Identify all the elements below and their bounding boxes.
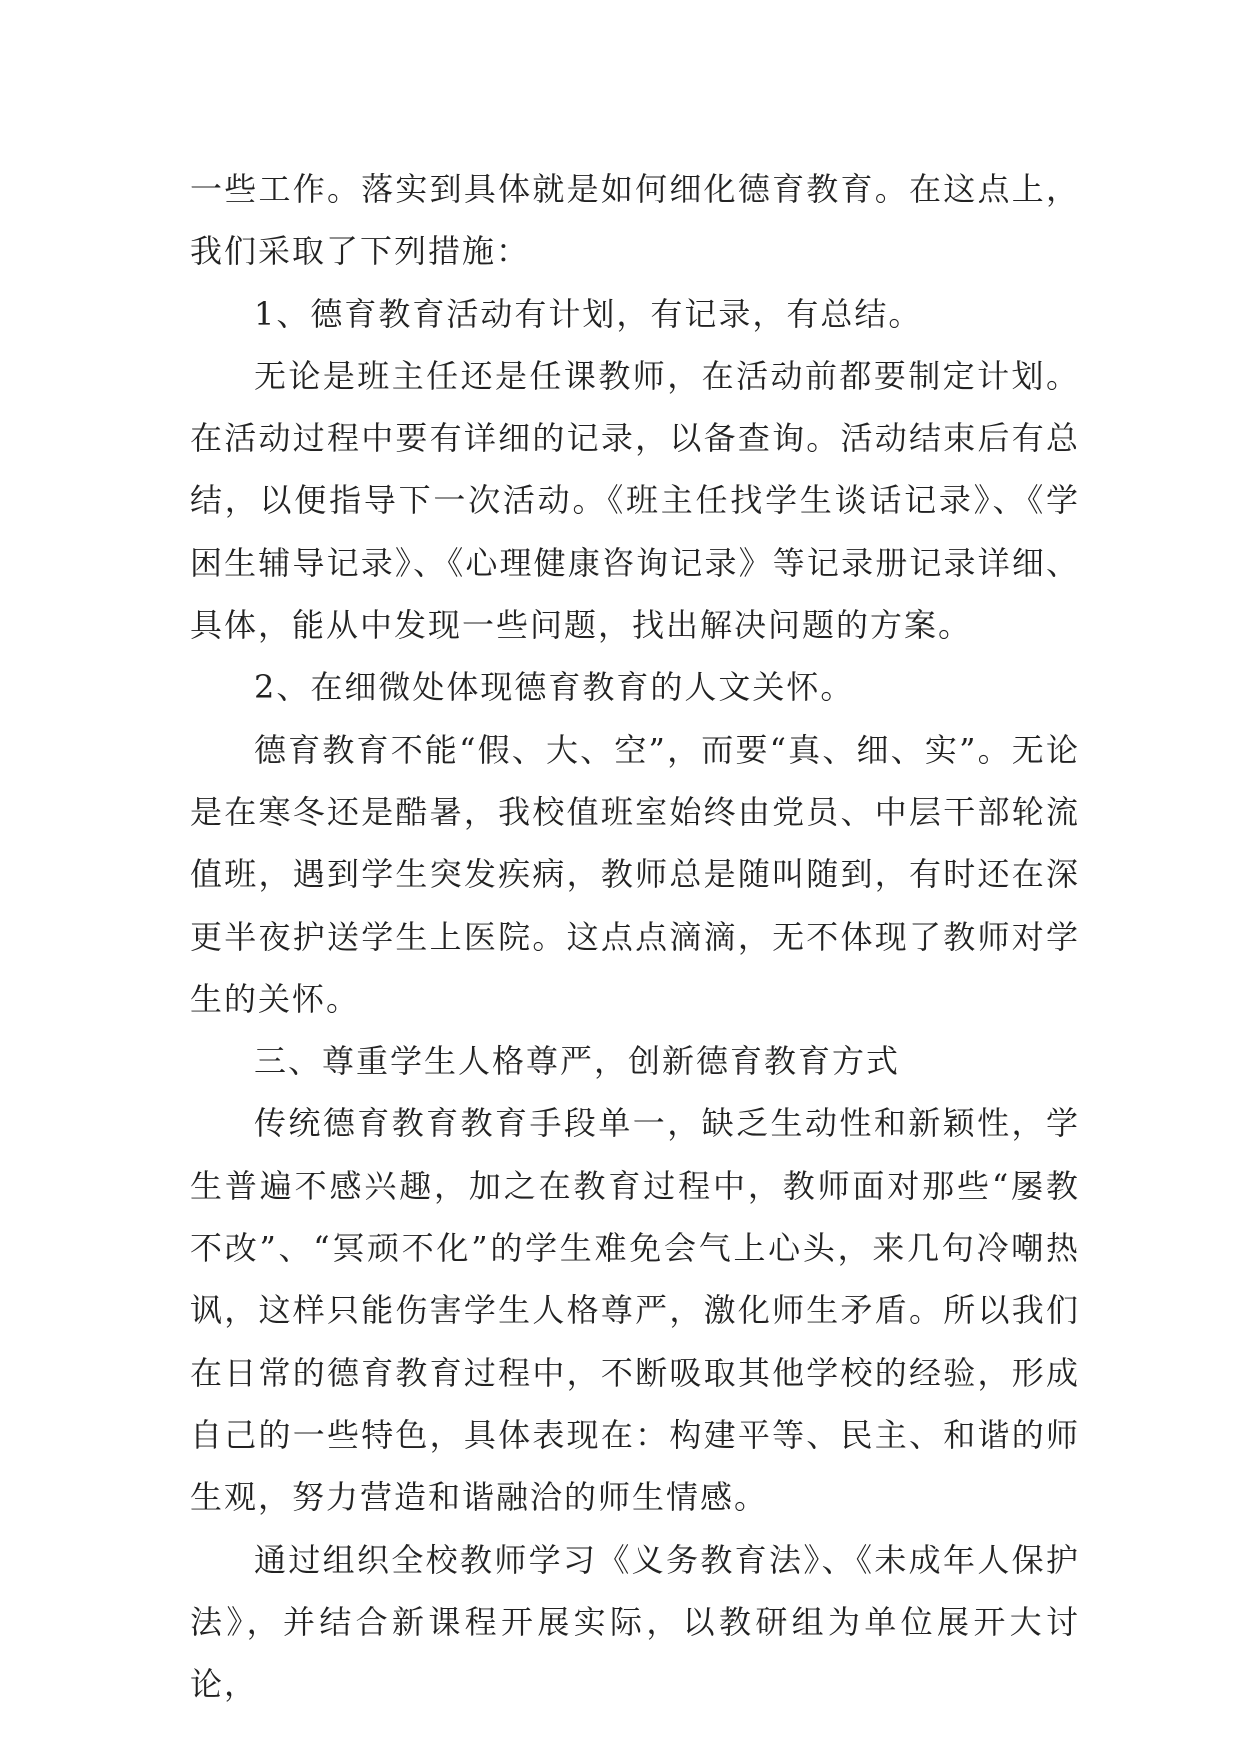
paragraph-planning-records: 无论是班主任还是任课教师，在活动前都要制定计划。在活动过程中要有详细的记录，以备查询。活动结束后有总结，以便指导下一次活动。《班主任找学生谈话记录》、《学困生辅导记录》、《心理健康咨询记录》等记录册记录详细、具体，能从中发现一些问题，找出解决问题的方案。 <box>190 356 1080 645</box>
paragraph-continuation: 一些工作。落实到具体就是如何细化德育教育。在这点上，我们采取了下列措施： <box>190 170 1080 271</box>
paragraph-item-1-heading: 1、德育教育活动有计划，有记录，有总结。 <box>254 294 923 333</box>
paragraph-traditional-methods: 传统德育教育教育手段单一，缺乏生动性和新颖性，学生普遍不感兴趣，加之在教育过程中，教师面对那些“屡教不改”、“冥顽不化”的学生难免会气上心头，来几句冷嘲热讽，这样只能伤害学生人格尊严，激化师生矛盾。所以我们在日常的德育教育过程中，不断吸取其他学校的经验，形成自己的一些特色，具体表现在：构建平等、民主、和谐的师生观，努力营造和谐融洽的师生情感。 <box>190 1104 1080 1517</box>
paragraph-humanistic-care: 德育教育不能“假、大、空”，而要“真、细、实”。无论是在寒冬还是酷暑，我校值班室始终由党员、中层干部轮流值班，遇到学生突发疾病，教师总是随叫随到，有时还在深更半夜护送学生上医院。这点点滴滴，无不体现了教师对学生的关怀。 <box>190 730 1080 1018</box>
paragraph-section-3-heading: 三、尊重学生人格尊严，创新德育教育方式 <box>254 1042 901 1081</box>
document-page <box>190 158 1080 1715</box>
paragraph-item-2-heading: 2、在细微处体现德育教育的人文关怀。 <box>254 668 855 707</box>
paragraph-law-study: 通过组织全校教师学习《义务教育法》、《未成年人保护法》，并结合新课程开展实际，以教研组为单位展开大讨论， <box>190 1540 1080 1704</box>
